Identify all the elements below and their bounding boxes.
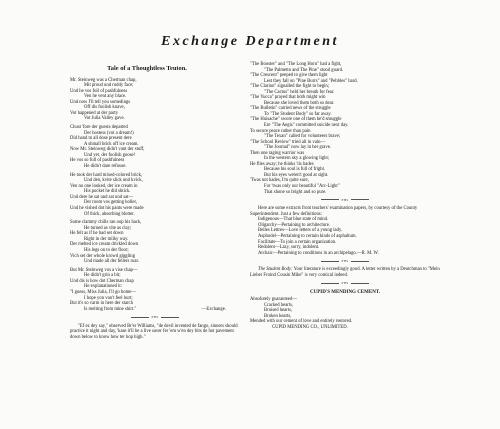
text-line: "The School Review" tried all in vain— <box>250 139 326 145</box>
text-line: 'Twas not hades, I'm quite sure, <box>250 178 309 184</box>
separator: PHS <box>70 315 240 321</box>
text-line: To "The Student Body" so far away. <box>264 111 332 117</box>
text-line: Und den, kvite slick und kvick, <box>84 178 143 184</box>
definition-item: Facilitate—To join a certain organization. <box>258 239 337 245</box>
text-line: Der room vos getting holler, <box>84 200 138 206</box>
text-line: Und he vished dot his pants were made <box>70 205 144 211</box>
definition-item: Indigenous—That blue state of mind. <box>258 217 329 223</box>
text-line: He vos so full of pashfulness <box>70 158 125 164</box>
definition-item: Asphodel—Pertaining to certain kinds of asphaltum. <box>258 234 357 239</box>
text-line: For 'twas only our beautiful "Arc-Light" <box>264 184 340 190</box>
text-line: Und dere he sat und sat und sat— <box>70 194 134 200</box>
cupid-line: CUPID MENDING CO., UNLIMITED. <box>272 324 348 330</box>
text-line: Und now I'll tell you somedings <box>70 99 131 105</box>
text-line: Mit proud und ruddy face; <box>84 83 134 89</box>
text-line: Off dis foolish knave, <box>84 105 125 111</box>
closing-paragraph: "Ef ez dey say," observed Br'er Williams, "de devil invented de fango, sinners should practice it night and day, 'kase it'll be a live saver fer 'em w'en dey bits de hot pavement down below to know how ter hop high." <box>70 323 238 340</box>
text-line: "The Cactus" held her breath for fear. <box>264 89 335 95</box>
cupid-line: Bruised hearts, <box>264 308 293 314</box>
poem-stanzas <box>70 78 240 313</box>
text-line: "The Palmetto and The Pine" stood guard. <box>264 67 344 73</box>
text-line: Right in der milky way. <box>84 236 129 242</box>
text-line: Und dis is how dot Cherman chap <box>70 278 134 284</box>
text-line: He flies away; he thinks 'tis hades <box>250 161 314 167</box>
separator: PHS <box>250 198 440 204</box>
cupid-line: Broken hearts, <box>264 313 292 319</box>
text-line: I hope yon von't feel hurt; <box>84 295 133 301</box>
text-line: Vot happened at der party <box>70 110 119 116</box>
text-line: A shmall brick off ice cream. <box>84 141 139 147</box>
student-body-note <box>250 267 440 278</box>
text-line: Der melted ice cream drickled down <box>70 242 139 248</box>
stanza <box>70 173 240 217</box>
text-line: He turned as vite as clay; <box>84 225 132 231</box>
definitions-list <box>250 217 440 256</box>
text-line: Ven he vent any blace. <box>84 94 127 100</box>
text-line: Und made all der fellers roar. <box>84 259 139 265</box>
stanza <box>70 220 240 264</box>
text-line: Some clammy chills ran oop his back, <box>70 220 142 226</box>
text-line: Then one raging warrior was <box>250 150 305 156</box>
stanza <box>70 78 240 122</box>
left-column <box>70 62 240 341</box>
cupid-line: Absolutely guaranteed— <box>250 297 297 303</box>
text-line: "The Texan" called for volunteers brave; <box>264 134 341 140</box>
text-line: His legs on to der floor; <box>84 247 129 253</box>
definitions-intro: Here are some extracts from teachers' examination papers, by courtesy of the County Superintendent. Just a few definitions: <box>250 206 418 217</box>
cupid-line: Cracked hearts, <box>264 302 294 308</box>
text-line: "The Clarion" signalled the fight to begin; <box>250 84 330 90</box>
text-line: He felt as if he had set down <box>70 231 124 237</box>
text-line: Ere "The Aegis" committed suicide next day. <box>264 123 349 129</box>
student-body-text: Your literature is exceedingly good. A letter written by a Deutchman to "Mein Lieber Froind Cousin Mike" is very comical indeed. <box>250 267 440 278</box>
text-line: Ven no one looked, der ice cream in <box>70 183 138 189</box>
text-line: Now Mr. Steinweg didn't vant der stuff, <box>70 147 145 153</box>
definition-item: Oligarchy—Pertaining to architecture. <box>258 222 330 228</box>
text-line: Vot Julia Valley gave. <box>84 116 125 122</box>
cupid-advert <box>250 297 440 330</box>
text-line: But his eyes weren't good at sight. <box>264 172 329 178</box>
text-line: Und yet, der foolish goose! <box>84 152 136 158</box>
text-line: "The Yucca" prayed that both might win <box>250 95 326 101</box>
exchange-poem <box>250 62 440 195</box>
text-line: He didn't grin a bit; <box>84 273 121 279</box>
text-line: Is melting from mine shirt." <box>84 306 137 312</box>
text-line: Mr. Steinweg was a Cherman chap, <box>70 77 137 83</box>
text-line: "The Huisache" swore one of them he'd smuggle <box>250 117 342 123</box>
separator: PHS <box>250 259 440 265</box>
text-line: In the western sky a glowing light; <box>264 156 330 162</box>
definition-item: Archaic—Pertaining to conditions in an archipelago.—R. M. W. <box>258 250 379 256</box>
text-line: "The Booster" and "The Long Horn" had a fight, <box>250 62 342 67</box>
text-line: But it's so varm in here der starch <box>70 301 133 307</box>
page-title: Exchange Department <box>161 34 339 49</box>
text-line: His pocket he did shtick. <box>84 189 131 195</box>
text-line: That shone so bright and so pure. <box>264 189 327 195</box>
text-line: Vich set der whole krowd giggling <box>70 253 135 259</box>
cupid-line: Mended with our cement of love and entirely restored. <box>250 319 353 325</box>
text-line: To secure peace rather than pain <box>250 128 311 134</box>
separator: PHS <box>250 281 440 287</box>
definition-item: Redolent—Lazy, sorry, indolent. <box>258 245 320 251</box>
text-line: "I guess, Miss Julia, I'll go home— <box>70 289 137 295</box>
stanza <box>70 125 240 169</box>
text-line: Lest they fall on "Pine Burrs" and "Pebbles" hard. <box>264 78 358 84</box>
text-line: Und he vos full of pashfulness <box>70 88 128 94</box>
text-line: Did hand to all dose present dere <box>70 136 132 142</box>
text-line: He didn't dare refouse. <box>84 163 127 169</box>
text-line: But Mr. Steinweg vos a vise chap— <box>70 267 138 273</box>
text-line: Because his soul is full of fright. <box>264 167 326 173</box>
text-line: "The Journal" now lay in her grave. <box>264 145 331 151</box>
article-title: Tale of a Thoughtless Teuton. <box>107 65 187 72</box>
right-column <box>250 62 440 330</box>
text-line: Because she loved them both so dear. <box>264 100 335 106</box>
stanza <box>70 268 240 312</box>
text-line: He explanationed it: <box>84 284 123 290</box>
text-line: Of thick, absorbing blotter. <box>84 211 135 217</box>
student-body-lead: The Student Body: <box>258 267 293 273</box>
text-line: "The Bulletin" carried news of the struggle <box>250 106 331 112</box>
text-line: "The Crescent" peeped to give them light <box>250 73 328 79</box>
cupid-heading: CUPID'S MENDING CEMENT. <box>309 289 381 295</box>
text-line: Chust 'fore der guests departed <box>70 125 128 131</box>
text-line: Der hostess (vot a dream!) <box>84 130 134 136</box>
text-line: He took der hard mixed-colored brick, <box>70 172 143 178</box>
exchange-credit: —Exchange. <box>201 306 226 312</box>
definition-item: Belles Lettres—Love letters of a young lady. <box>258 228 343 234</box>
